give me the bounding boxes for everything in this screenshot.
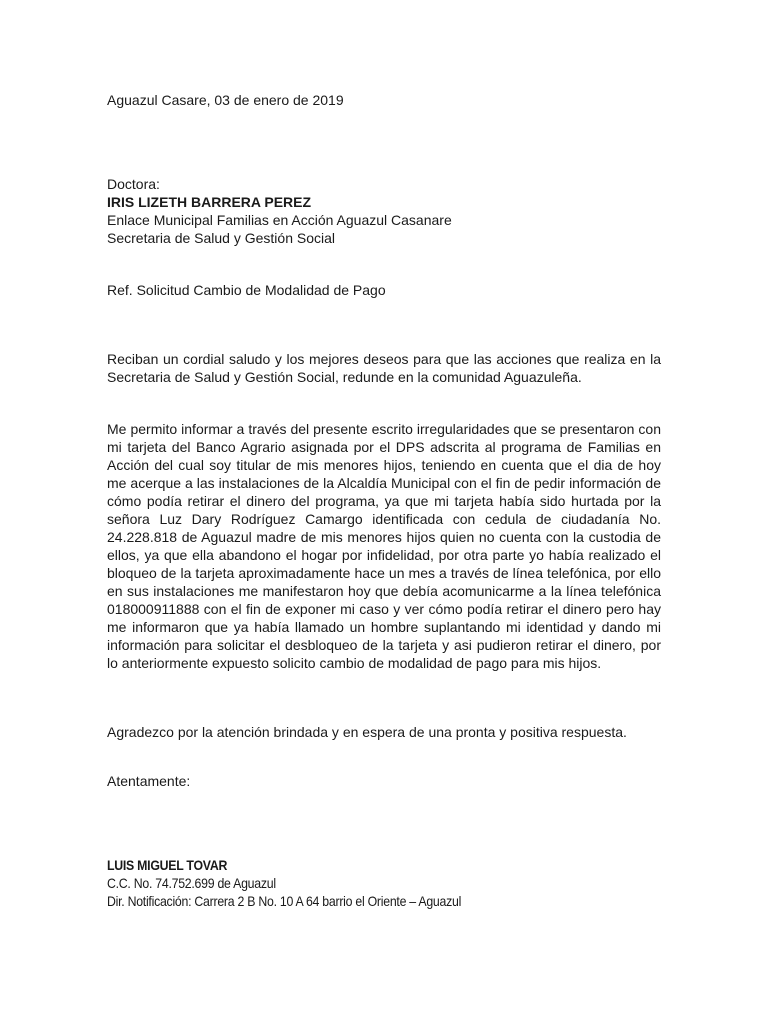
reference-line xyxy=(107,281,661,299)
closing-text: Agradezco por la atención brindada y en espera de una pronta y positiva respuesta. xyxy=(107,724,627,740)
reference-text: Ref. Solicitud Cambio de Modalidad de Pago xyxy=(107,282,386,298)
date-line xyxy=(107,91,661,109)
recipient-office: Secretaria de Salud y Gestión Social xyxy=(107,230,336,246)
signature-address: Dir. Notificación: Carrera 2 B No. 10 A 64 barrio el Oriente – Aguazul xyxy=(107,893,462,909)
sign-off xyxy=(107,772,661,790)
signature-name: LUIS MIGUEL TOVAR xyxy=(107,857,228,873)
recipient-position: Enlace Municipal Familias en Acción Aguazul Casanare xyxy=(107,212,452,228)
greeting-paragraph: Reciban un cordial saludo y los mejores deseos para que las acciones que realiza en la Secretaria de Salud y Gestión Social, redunde en la comunidad Aguazuleña. xyxy=(107,351,661,385)
body-paragraph: Me permito informar a través del presente escrito irregularidades que se presentaron con mi tarjeta del Banco Agrario asignada por el DPS adscrita al programa de Familias en Acción del cual soy titular de mis menores hijos, teniendo en cuenta que el dia de hoy me acerque a las instalaciones de la Alcaldía Municipal con el fin de pedir información de cómo podía retirar el dinero del programa, ya que mi tarjeta había sido hurtada por la señora Luz Dary Rodríguez Camargo identificada con cedula de ciudadanía No. 24.228.818 de Aguazul madre de mis menores hijos quien no cuenta con la custodia de ellos, ya que ella abandono el hogar por infidelidad, por otra parte yo había realizado el bloqueo de la tarjeta aproximadamente hace un mes a través de línea telefónica, por ello en sus instalaciones me manifestaron hoy que debía acomunicarme a la línea telefónica 018000911888 con el fin de exponer mi caso y ver cómo podía retirar el dinero pero hay me informaron que ya había llamado un hombre suplantando mi identidad y dando mi información para solicitar el desbloqueo de la tarjeta y asi pudieron retirar el dinero, por lo anteriormente expuesto solicito cambio de modalidad de pago para mis hijos. xyxy=(107,421,661,671)
signature-block xyxy=(107,856,595,910)
date-text: Aguazul Casare, 03 de enero de 2019 xyxy=(107,92,344,108)
signature-id: C.C. No. 74.752.699 de Aguazul xyxy=(107,875,276,891)
recipient-name: IRIS LIZETH BARRERA PEREZ xyxy=(107,194,312,210)
closing-paragraph xyxy=(107,723,661,741)
sign-off-text: Atentamente: xyxy=(107,773,191,789)
recipient-block xyxy=(107,175,661,247)
recipient-salutation: Doctora: xyxy=(107,176,160,192)
